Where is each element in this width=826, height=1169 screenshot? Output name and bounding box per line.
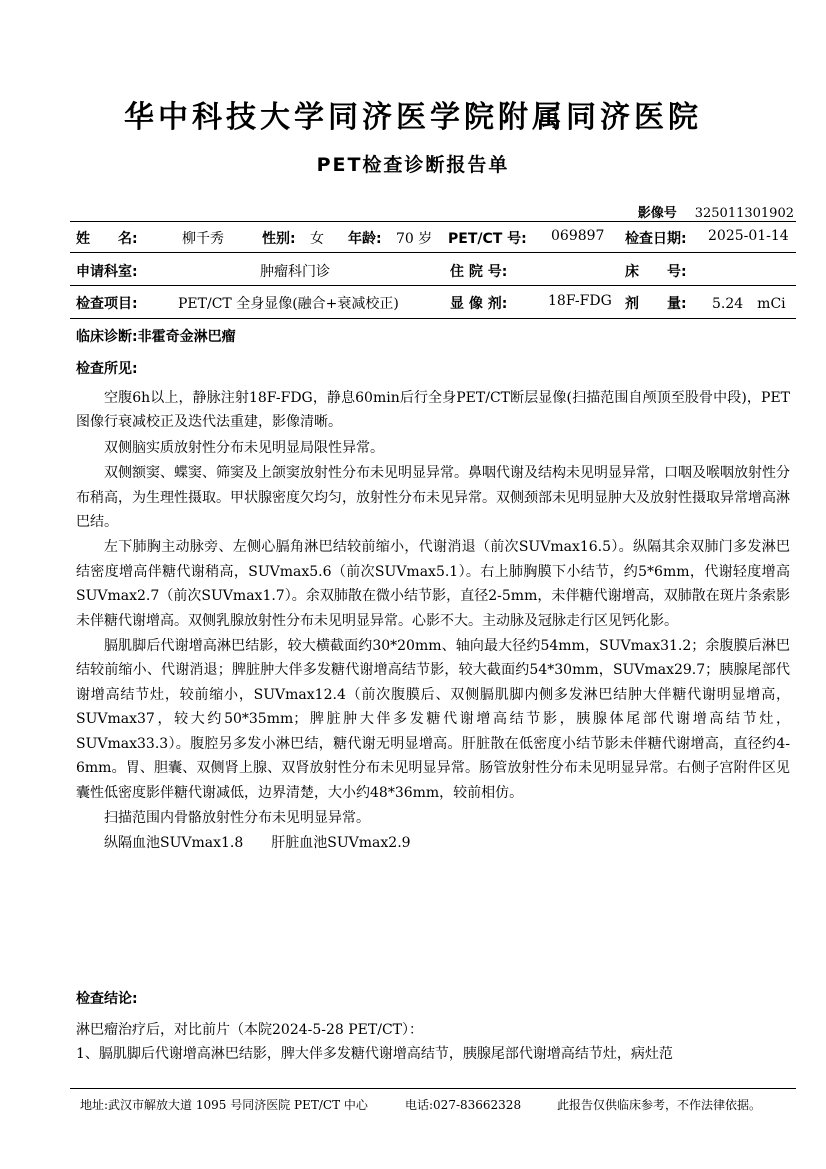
exam-item-label: 检查项目:	[76, 296, 138, 312]
conclusion-line: 1、膈肌脚后代谢增高淋巴结影，脾大伴多发糖代谢增高结节，胰腺尾部代谢增高结节灶，病灶范	[76, 1046, 673, 1063]
exam-item-value: PET/CT 全身显像(融合+衰减校正)	[178, 296, 399, 312]
sex-value: 女	[310, 231, 324, 247]
findings-paragraph: 左下肺胸主动脉旁、左侧心膈角淋巴结较前缩小，代谢消退（前次SUVmax16.5）。纵隔其余双肺门多发淋巴结密度增高伴糖代谢稍高，SUVmax5.6（前次SUVmax5.1）。右上肺胸膜下小结节，约5*6mm，代谢轻度增高SUVmax2.7（前次SUVmax1.7）。余双肺散在微小结节影，直径2-5mm，未伴糖代谢增高，双肺散在斑片条索影未伴糖代谢增高。双侧乳腺放射性分布未见明显异常。心影不大。主动脉及冠脉走行区见钙化影。	[76, 539, 790, 629]
name-value: 柳千秀	[182, 231, 224, 247]
dept-value: 肿瘤科门诊	[260, 264, 330, 280]
exam-date-label: 检查日期:	[625, 231, 687, 247]
bed-label: 床 号:	[625, 264, 687, 280]
findings-paragraph: 膈肌脚后代谢增高淋巴结影，较大横截面约30*20mm、轴向最大径约54mm，SUVmax31.2；余腹膜后淋巴结较前缩小、代谢消退；脾脏肿大伴多发糖代谢增高结节影，较大截面约54*30mm，SUVmax29.7；胰腺尾部代谢增高结节灶，较前缩小，SUVmax12.4（前次腹膜后、双侧膈肌脚内侧多发淋巴结肿大伴糖代谢明显增高，SUVmax37，较大约50*35mm；脾脏肿大伴多发糖代谢增高结节影，胰腺体尾部代谢增高结节灶，SUVmax33.3）。腹腔另多发小淋巴结，糖代谢无明显增高。肝脏散在低密度小结节影未伴糖代谢增高，直径约4-6mm。胃、胆囊、双侧肾上腺、双肾放射性分布未见明显异常。肠管放射性分布未见明显异常。右侧子宫附件区见囊性低密度影伴糖代谢减低，边界清楚，大小约48*36mm，较前相仿。	[76, 638, 790, 801]
rule-footer	[70, 1088, 796, 1089]
rule-top	[70, 221, 796, 222]
footer-phone: 电话:027-83662328	[405, 1098, 522, 1112]
tracer-value: 18F-FDG	[548, 293, 612, 309]
age-label: 年龄:	[348, 231, 382, 247]
findings-paragraph: 扫描范围内骨骼放射性分布未见明显异常。	[104, 809, 370, 826]
conclusion-line: 淋巴瘤治疗后，对比前片（本院2024-5-28 PET/CT）：	[76, 1022, 424, 1038]
clinical-diagnosis-label: 临床诊断:	[76, 329, 138, 345]
age-value: 70 岁	[396, 231, 433, 247]
clinical-diagnosis-value: 非霍奇金淋巴瘤	[137, 329, 236, 345]
report-title: PET检查诊断报告单	[316, 154, 510, 176]
rule-row1	[70, 252, 796, 253]
dose-value: 5.24 mCi	[712, 296, 786, 312]
findings-paragraph: 纵隔血池SUVmax1.8 肝脏血池SUVmax2.9	[104, 835, 411, 852]
rule-row3	[70, 318, 796, 319]
image-number-label: 影像号	[637, 206, 677, 221]
petct-no-label: PET/CT 号:	[448, 231, 527, 247]
findings-body	[76, 386, 790, 857]
name-label: 姓 名:	[76, 231, 138, 247]
hospital-title: 华中科技大学同济医学院附属同济医院	[124, 100, 702, 135]
footer-disclaimer: 此报告仅供临床参考，不作法律依据。	[557, 1098, 762, 1112]
conclusion-body	[76, 1018, 790, 1067]
image-number	[638, 202, 794, 221]
findings-heading: 检查所见:	[76, 361, 138, 377]
sex-label: 性别:	[262, 231, 296, 247]
tracer-label: 显 像 剂:	[450, 296, 508, 312]
rule-row2	[70, 285, 796, 286]
findings-paragraph: 双侧脑实质放射性分布未见明显局限性异常。	[104, 439, 384, 456]
dose-label: 剂 量:	[625, 296, 687, 312]
petct-no-value: 069897	[551, 228, 605, 244]
inpatient-label: 住 院 号:	[450, 264, 508, 280]
clinical-diagnosis	[76, 326, 236, 346]
findings-paragraph: 双侧额窦、蝶窦、筛窦及上颌窦放射性分布未见明显异常。鼻咽代谢及结构未见明显异常，口咽及喉咽放射性分布稍高，为生理性摄取。甲状腺密度欠均匀，放射性分布未见异常。双侧颈部未见明显肿大及放射性摄取异常增高淋巴结。	[76, 465, 790, 531]
dept-label: 申请科室:	[76, 264, 138, 280]
footer-address: 地址:武汉市解放大道 1095 号同济医院 PET/CT 中心	[80, 1098, 368, 1112]
exam-date-value: 2025-01-14	[708, 228, 789, 244]
image-number-value: 325011301902	[694, 206, 794, 221]
findings-paragraph: 空腹6h以上，静脉注射18F-FDG，静息60min后行全身PET/CT断层显像(扫描范围自颅顶至股骨中段)，PET图像行衰减校正及迭代法重建，影像清晰。	[76, 390, 790, 431]
conclusion-heading: 检查结论:	[76, 991, 138, 1007]
